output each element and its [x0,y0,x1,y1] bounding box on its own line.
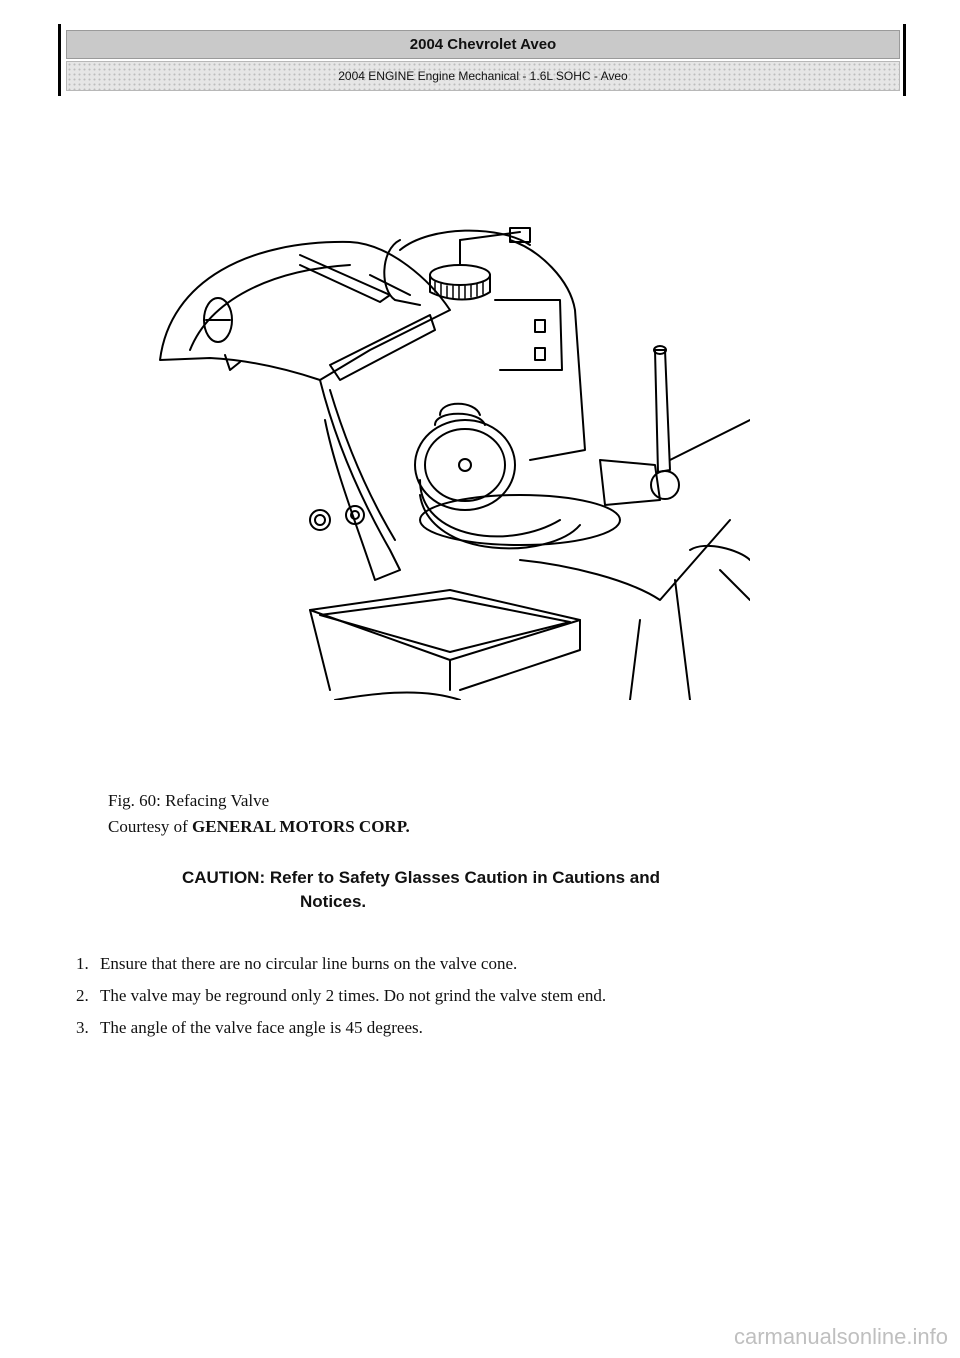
figure-caption: Fig. 60: Refacing Valve [108,791,270,810]
courtesy-company: GENERAL MOTORS CORP. [192,817,410,836]
step-number: 2. [76,986,89,1005]
step-number: 1. [76,954,89,973]
valve-grinder-drawing [130,220,750,700]
steps-list [76,948,606,1044]
list-item [76,948,606,980]
caution-text-1: Refer to Safety Glasses Caution in Cautions and [269,868,660,887]
caution-text-2: Notices. [300,892,367,911]
header-subtitle: 2004 ENGINE Engine Mechanical - 1.6L SOHC - Aveo [66,61,900,91]
figure-caption-block [108,788,410,840]
refacing-valve-illustration [130,220,750,700]
list-item [76,1012,606,1044]
step-text: Ensure that there are no circular line burns on the valve cone. [100,954,518,973]
step-text: The angle of the valve face angle is 45 degrees. [100,1018,423,1037]
watermark: carmanualsonline.info [733,1324,948,1349]
caution-label: CAUTION: [182,868,266,887]
step-text: The valve may be reground only 2 times. Do not grind the valve stem end. [100,986,607,1005]
figure-courtesy [108,814,410,840]
caution-line-1 [182,866,842,890]
list-item [76,980,606,1012]
caution-block [182,866,842,914]
courtesy-prefix: Courtesy of [108,817,193,836]
step-number: 3. [76,1018,89,1037]
header-title: 2004 Chevrolet Aveo [66,30,900,59]
